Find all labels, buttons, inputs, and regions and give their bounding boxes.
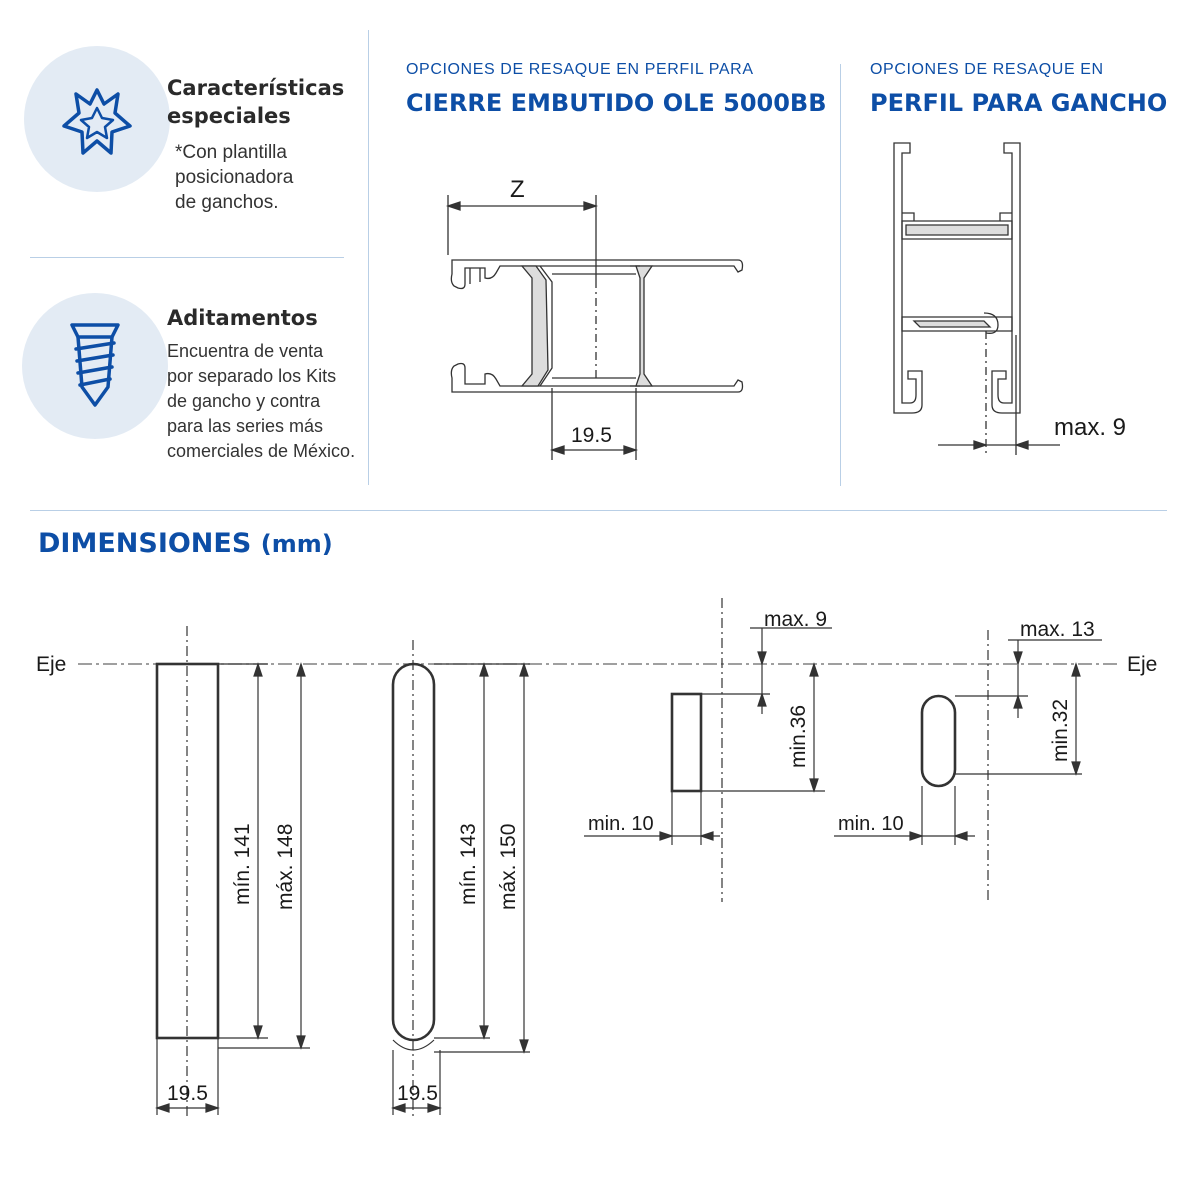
column-divider (840, 64, 841, 486)
feature-title: Aditamentos (167, 306, 318, 330)
feature-description: *Con plantilla posicionadora de ganchos. (175, 142, 294, 213)
rect-slot-min-label: mín. 141 (231, 823, 254, 905)
small-rect-min-h-label: min.36 (787, 704, 810, 768)
dimensions-diagram (0, 590, 1200, 1150)
option-subtitle: OPCIONES DE RESAQUE EN PERFIL PARA (406, 61, 754, 78)
profile-diagram-cierre (440, 170, 750, 470)
rect-slot-max-label: máx. 148 (274, 823, 297, 910)
oblong-slot-max-label: máx. 150 (497, 823, 520, 910)
feature-description: Encuentra de venta por separado los Kits de gancho y contra para las series más comerciales de México. (167, 341, 356, 461)
star-icon (24, 46, 170, 192)
axis-label-left: Eje (36, 653, 67, 676)
axis-label-right: Eje (1127, 653, 1158, 676)
small-oblong-min-h-label: min.32 (1049, 698, 1072, 762)
small-rect-min-w-label: min. 10 (588, 813, 654, 835)
column-divider (368, 30, 369, 485)
oblong-slot-width-label: 19.5 (397, 1082, 438, 1105)
option-title: CIERRE EMBUTIDO OLE 5000BB (406, 89, 827, 117)
dimension-label-max: max. 9 (1054, 414, 1127, 441)
dimensions-title-text: DIMENSIONES (38, 528, 252, 559)
screw-icon (22, 293, 168, 439)
small-rect-max-label: max. 9 (764, 608, 828, 631)
small-oblong-min-w-label: min. 10 (838, 813, 904, 835)
section-divider (30, 510, 1167, 511)
feature-title: Características especiales (167, 76, 345, 128)
option-title: PERFIL PARA GANCHO (870, 89, 1168, 117)
dimensions-unit: (mm) (260, 530, 333, 558)
dimension-label-width: 19.5 (571, 424, 612, 447)
rect-slot-width-label: 19.5 (167, 1082, 208, 1105)
dimensions-title (38, 528, 333, 559)
feature-divider (30, 257, 344, 258)
dimension-label-z: Z (510, 176, 525, 203)
oblong-slot-min-label: mín. 143 (457, 823, 480, 905)
small-oblong-max-label: max. 13 (1020, 618, 1095, 641)
profile-diagram-gancho (880, 135, 1160, 465)
option-subtitle: OPCIONES DE RESAQUE EN (870, 61, 1104, 78)
